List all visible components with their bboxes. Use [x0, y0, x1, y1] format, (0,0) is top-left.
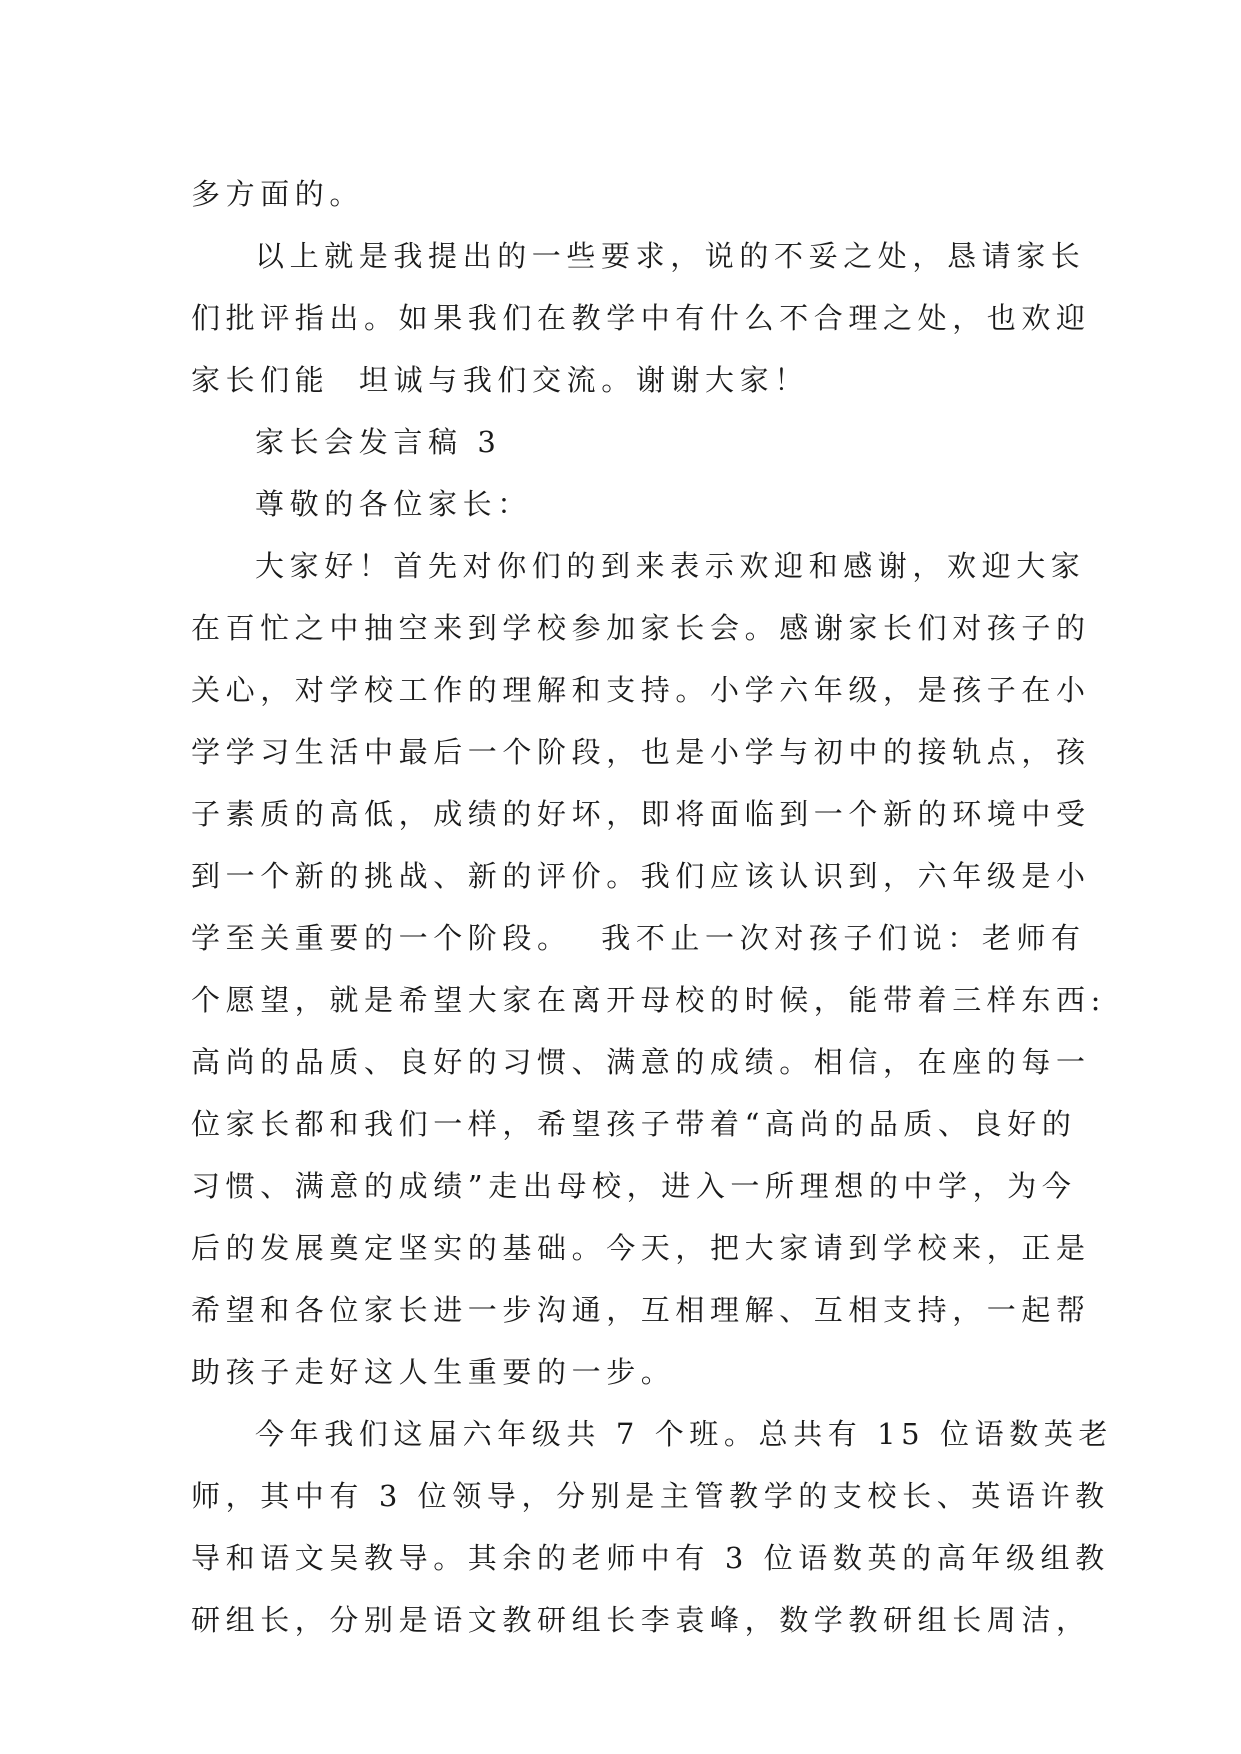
text-line: 高尚的品质、良好的习惯、满意的成绩。相信，在座的每一 — [191, 1045, 1091, 1079]
text-line: 今年我们这届六年级共 7 个班。总共有 15 位语数英老 — [255, 1417, 1114, 1451]
document-page — [191, 163, 1114, 1651]
text-line: 个愿望，就是希望大家在离开母校的时候，能带着三样东西: — [191, 983, 1106, 1017]
text-line: 子素质的高低，成绩的好坏，即将面临到一个新的环境中受 — [191, 797, 1091, 831]
salutation: 尊敬的各位家长： — [255, 487, 532, 521]
text-line: 以上就是我提出的一些要求，说的不妥之处，恳请家长 — [255, 239, 1086, 273]
text-line: 师，其中有 3 位领导，分别是主管教学的支校长、英语许教 — [191, 1479, 1110, 1513]
text-line: 到一个新的挑战、新的评价。我们应该认识到，六年级是小 — [191, 859, 1091, 893]
text-line: 多方面的。 — [191, 177, 365, 211]
text-line: 家长们能 坦诚与我们交流。谢谢大家！ — [191, 363, 809, 397]
text-line: 在百忙之中抽空来到学校参加家长会。感谢家长们对孩子的 — [191, 611, 1091, 645]
text-line: 研组长，分别是语文教研组长李袁峰，数学教研组长周洁， — [191, 1603, 1091, 1637]
text-line: 后的发展奠定坚实的基础。今天，把大家请到学校来，正是 — [191, 1231, 1091, 1265]
text-line: 大家好！首先对你们的到来表示欢迎和感谢，欢迎大家 — [255, 549, 1086, 583]
text-line: 位家长都和我们一样，希望孩子带着“高尚的品质、良好的 — [191, 1107, 1077, 1141]
text-line: 学至关重要的一个阶段。 我不止一次对孩子们说：老师有 — [191, 921, 1086, 955]
text-line: 们批评指出。如果我们在教学中有什么不合理之处，也欢迎 — [191, 301, 1091, 335]
text-line: 希望和各位家长进一步沟通，互相理解、互相支持，一起帮 — [191, 1293, 1091, 1327]
text-line: 习惯、满意的成绩”走出母校，进入一所理想的中学，为今 — [191, 1169, 1077, 1203]
text-line: 助孩子走好这人生重要的一步。 — [191, 1355, 676, 1389]
text-line: 导和语文吴教导。其余的老师中有 3 位语数英的高年级组教 — [191, 1541, 1110, 1575]
text-line: 学学习生活中最后一个阶段，也是小学与初中的接轨点，孩 — [191, 735, 1091, 769]
section-heading: 家长会发言稿 3 — [255, 425, 502, 459]
text-line: 关心，对学校工作的理解和支持。小学六年级，是孩子在小 — [191, 673, 1091, 707]
